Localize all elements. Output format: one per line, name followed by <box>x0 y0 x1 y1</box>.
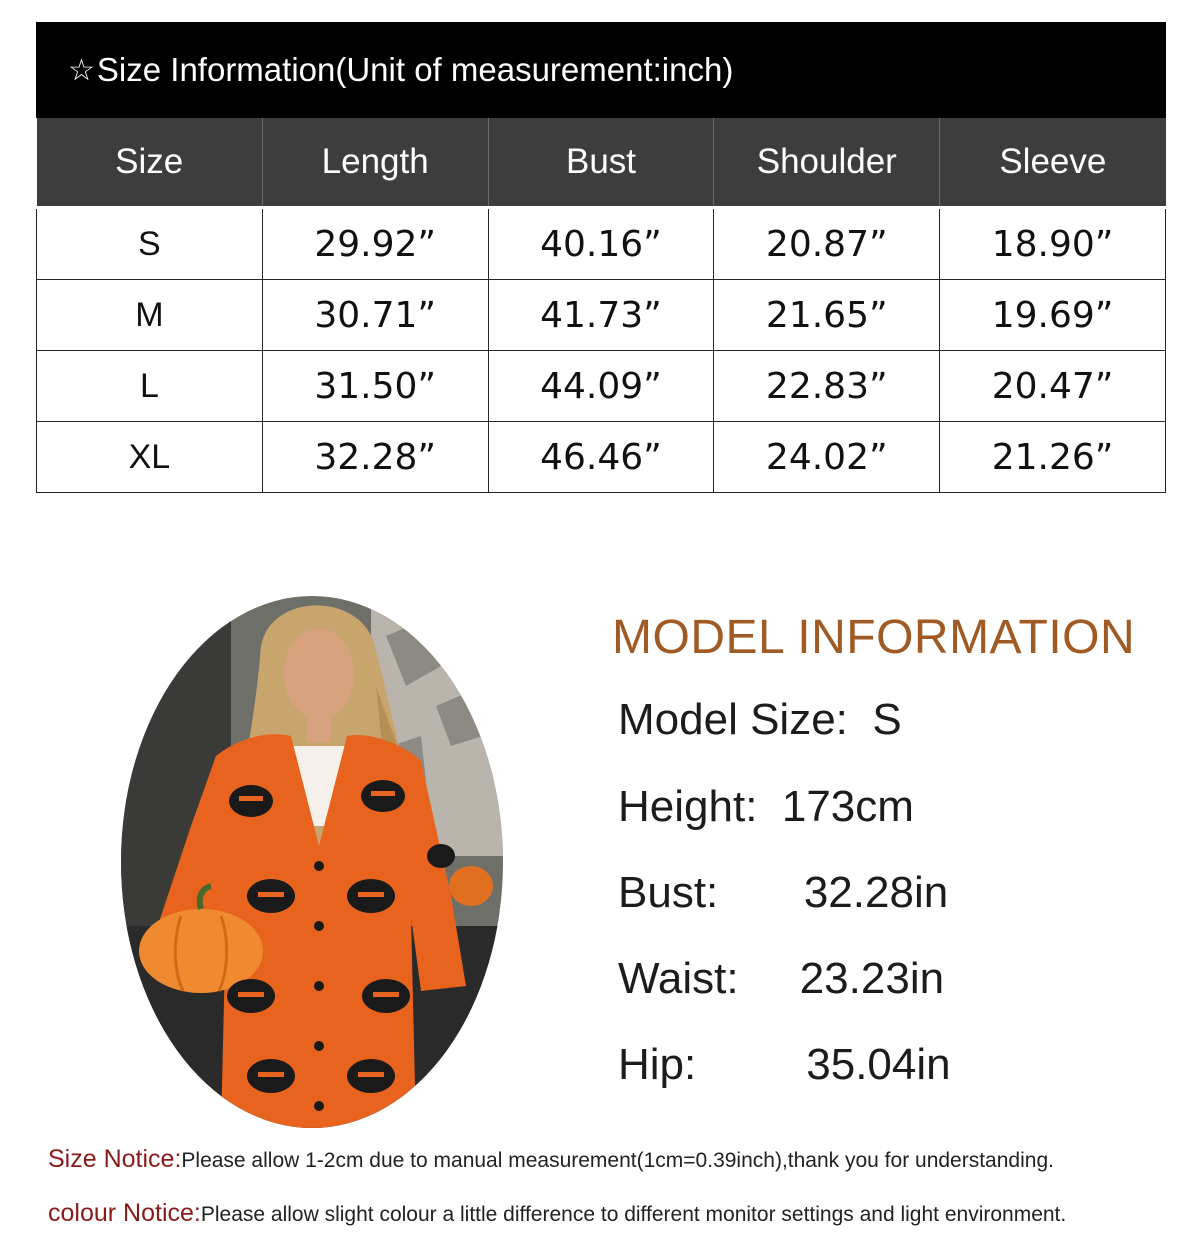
table-row <box>37 351 1166 422</box>
size-notice-label: Size Notice: <box>48 1145 182 1173</box>
header-bust: Bust <box>488 118 714 208</box>
size-info-title-bar <box>36 22 1166 118</box>
cell-size: S <box>37 208 263 280</box>
size-table <box>36 118 1166 493</box>
cell-shoulder: 21.65” <box>714 280 940 351</box>
cell-sleeve: 19.69” <box>940 280 1166 351</box>
header-length: Length <box>262 118 488 208</box>
cell-shoulder: 24.02” <box>714 422 940 493</box>
model-info-heading: MODEL INFORMATION <box>612 611 1136 664</box>
size-info-title: Size Information(Unit of measurement:inch) <box>96 51 734 88</box>
cell-length: 31.50” <box>262 351 488 422</box>
header-shoulder: Shoulder <box>714 118 940 208</box>
cell-bust: 40.16” <box>488 208 714 280</box>
cell-bust: 41.73” <box>488 280 714 351</box>
cell-size: L <box>37 351 263 422</box>
model-photo <box>121 596 503 1128</box>
cell-shoulder: 20.87” <box>714 208 940 280</box>
model-height-text: Height: 173cm <box>618 782 914 831</box>
cell-size: XL <box>37 422 263 493</box>
model-illustration <box>121 596 503 1128</box>
model-waist-text: Waist: 23.23in <box>618 954 945 1003</box>
colour-notice-label: colour Notice: <box>48 1199 201 1227</box>
model-bust-text: Bust: 32.28in <box>618 868 949 917</box>
model-size-text: Model Size: S <box>618 695 902 744</box>
cell-sleeve: 21.26” <box>940 422 1166 493</box>
cell-shoulder: 22.83” <box>714 351 940 422</box>
cell-sleeve: 18.90” <box>940 208 1166 280</box>
table-row <box>37 208 1166 280</box>
cell-bust: 46.46” <box>488 422 714 493</box>
cell-length: 29.92” <box>262 208 488 280</box>
table-row <box>37 280 1166 351</box>
header-size: Size <box>37 118 263 208</box>
cell-length: 30.71” <box>262 280 488 351</box>
star-outline-icon: ☆ <box>68 52 95 88</box>
table-row <box>37 422 1166 493</box>
model-hip-text: Hip: 35.04in <box>618 1040 951 1089</box>
cell-size: M <box>37 280 263 351</box>
header-sleeve: Sleeve <box>940 118 1166 208</box>
cell-bust: 44.09” <box>488 351 714 422</box>
cell-length: 32.28” <box>262 422 488 493</box>
colour-notice-text: Please allow slight colour a little difference to different monitor settings and light environment. <box>200 1203 1067 1226</box>
cell-sleeve: 20.47” <box>940 351 1166 422</box>
colour-notice <box>48 1199 1066 1228</box>
size-table-header-row <box>37 118 1166 208</box>
size-notice <box>48 1145 1054 1174</box>
size-notice-text: Please allow 1-2cm due to manual measurement(1cm=0.39inch),thank you for understanding. <box>181 1149 1054 1172</box>
